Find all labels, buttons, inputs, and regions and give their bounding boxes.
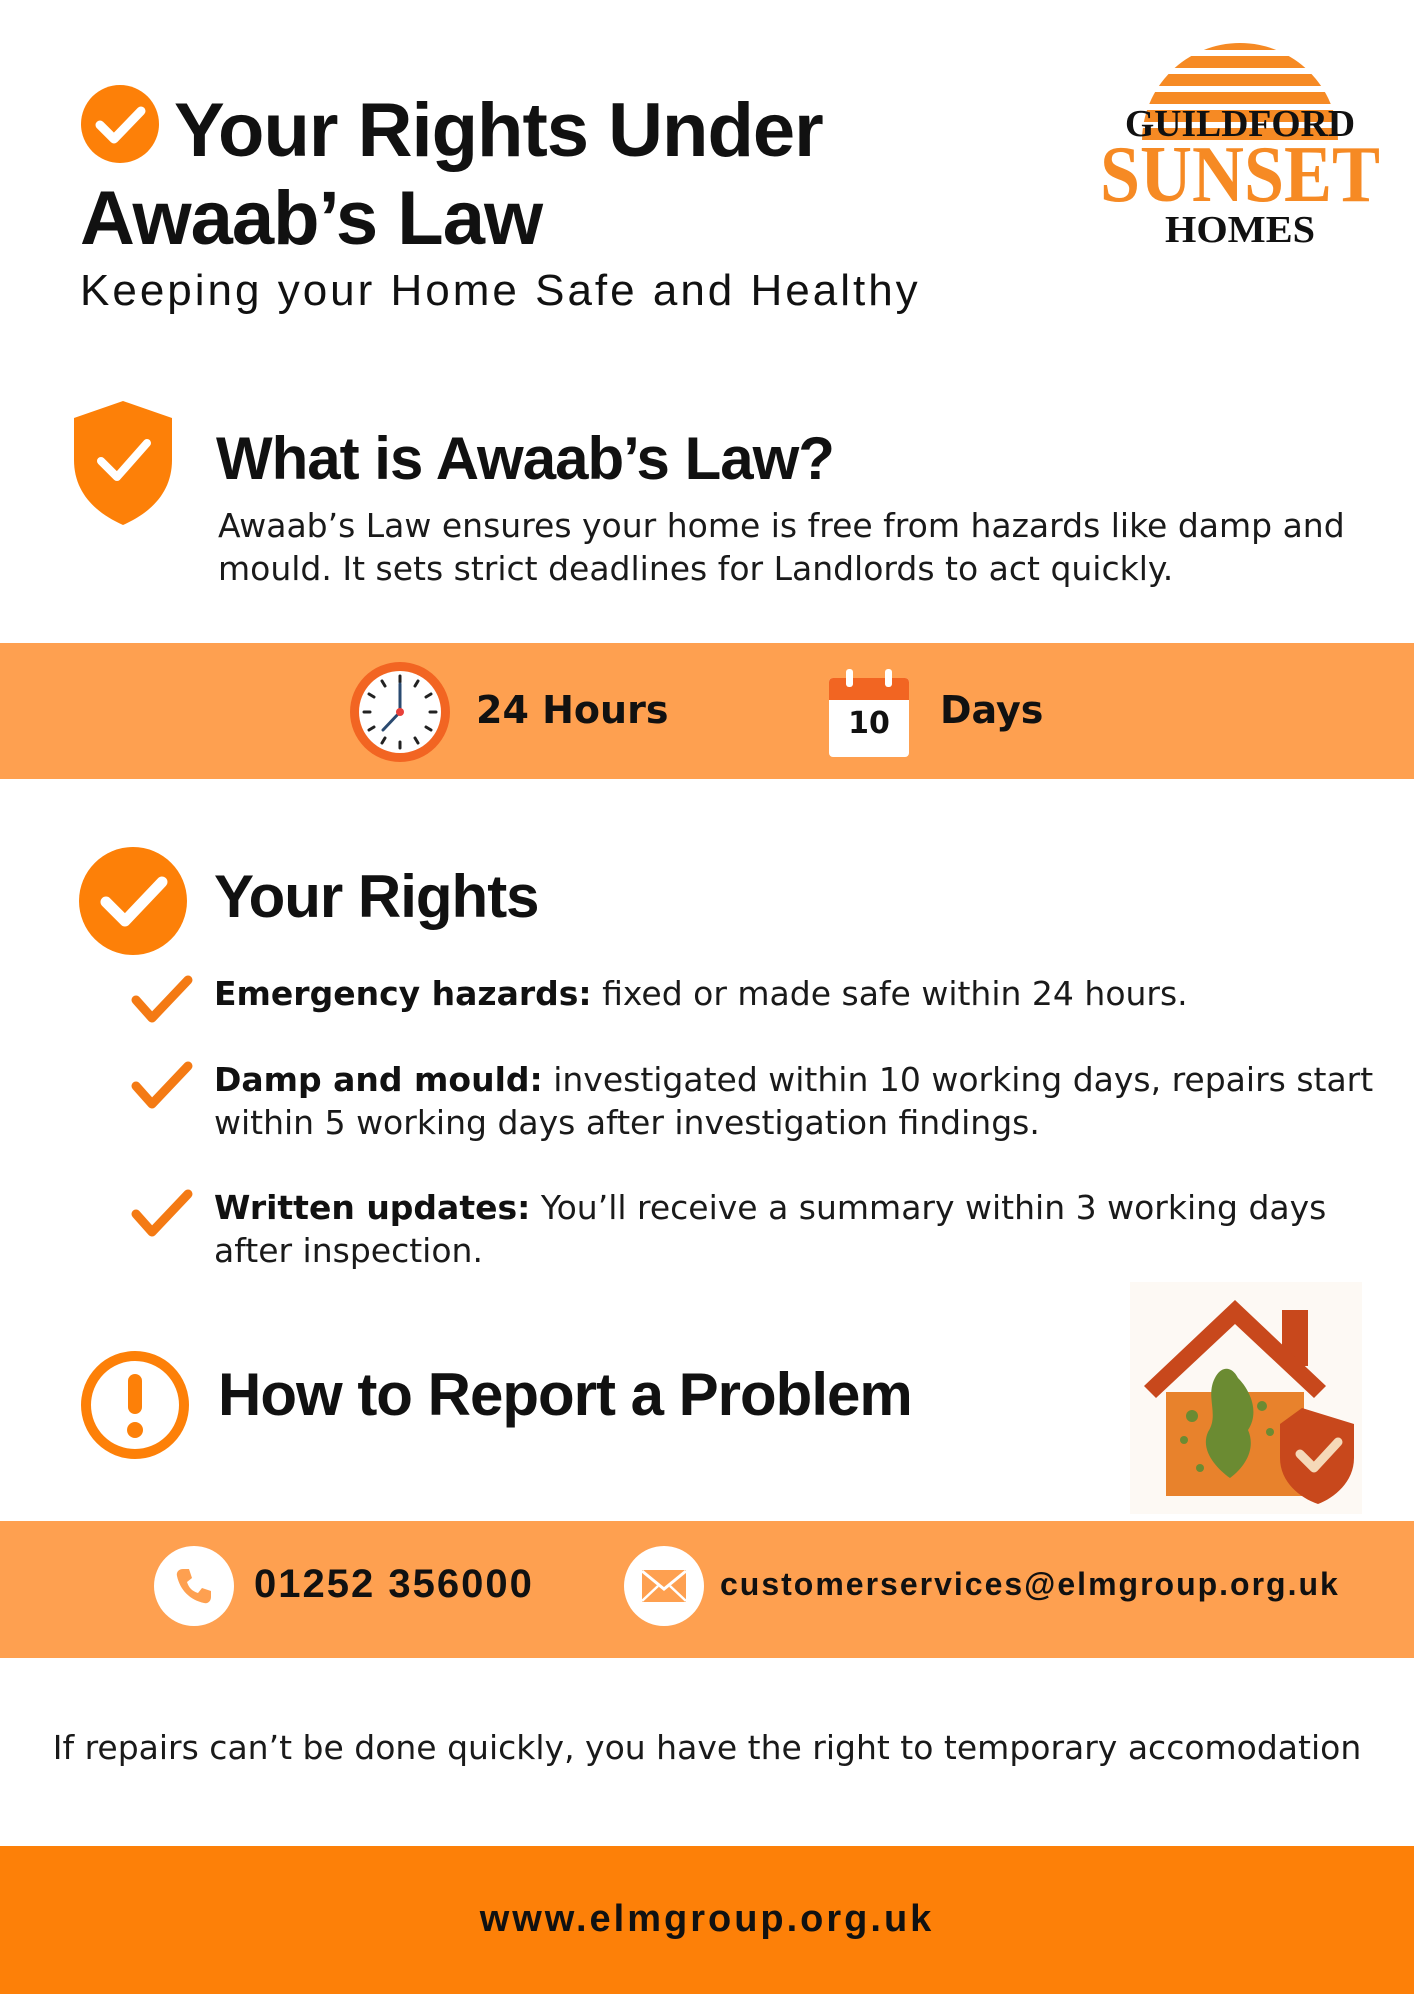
- checkmark-icon: [130, 972, 194, 1028]
- envelope-icon-circle: [624, 1546, 704, 1626]
- calendar-icon: [828, 668, 910, 758]
- rights-item-label: Damp and mould:: [214, 1060, 543, 1099]
- rights-item: [130, 1058, 1374, 1148]
- report-heading: How to Report a Problem: [218, 1361, 912, 1428]
- checkmark-icon: [130, 1186, 194, 1242]
- website-link[interactable]: www.elmgroup.org.uk: [479, 1898, 935, 1940]
- rights-item-label: Emergency hazards:: [214, 974, 592, 1013]
- logo-text-sunset: SUNSET: [1100, 131, 1380, 219]
- mould-house-icon: [1130, 1282, 1362, 1514]
- email-address[interactable]: customerservices@elmgroup.org.uk: [720, 1566, 1340, 1602]
- rights-item-text: [214, 972, 1374, 1015]
- page-subtitle: Keeping your Home Safe and Healthy: [80, 266, 921, 315]
- temporary-accommodation-note: If repairs can’t be done quickly, you have the right to temporary accomodation: [52, 1728, 1362, 1767]
- envelope-icon: [640, 1568, 688, 1604]
- rights-item: [130, 1186, 1370, 1276]
- rights-item-description: fixed or made safe within 24 hours.: [591, 974, 1188, 1013]
- rights-item: [130, 972, 1370, 1062]
- rights-item-description: You’ll receive a summary within 3 working days after inspection.: [214, 1188, 1327, 1270]
- what-is-body: Awaab’s Law ensures your home is free from hazards like damp and mould. It sets strict deadlines for Landlords to act quickly.: [218, 506, 1345, 588]
- guildford-sunset-homes-logo: [1090, 36, 1380, 256]
- logo-text-homes: HOMES: [1165, 209, 1315, 251]
- days-label: Days: [940, 688, 1044, 732]
- rights-check-circle-icon: [78, 846, 188, 956]
- shield-check-icon: [68, 398, 178, 528]
- checkmark-icon: [130, 1058, 194, 1114]
- hours-label: 24 Hours: [476, 688, 669, 732]
- exclamation-circle-icon: [80, 1350, 190, 1460]
- footer-bar: [0, 1846, 1414, 1994]
- rights-item-text: [214, 1058, 1374, 1144]
- rights-heading: Your Rights: [214, 863, 539, 930]
- check-circle-icon: [80, 84, 160, 164]
- clock-icon: [348, 660, 452, 764]
- deadline-band: [0, 643, 1414, 779]
- calendar-number: 10: [848, 706, 890, 741]
- rights-item-label: Written updates:: [214, 1188, 531, 1227]
- title-line-1: Your Rights Under: [174, 88, 823, 173]
- logo-text-guildford: GUILDFORD: [1125, 103, 1355, 145]
- phone-icon-circle: [154, 1546, 234, 1626]
- page-title: [80, 84, 840, 263]
- phone-icon: [174, 1566, 214, 1606]
- title-line-2: Awaab’s Law: [80, 176, 543, 261]
- phone-number[interactable]: 01252 356000: [254, 1562, 534, 1606]
- rights-item-text: [214, 1186, 1374, 1272]
- rights-item-description: investigated within 10 working days, repairs start within 5 working days after investigation findings.: [214, 1060, 1374, 1142]
- what-is-heading: What is Awaab’s Law?: [216, 425, 834, 492]
